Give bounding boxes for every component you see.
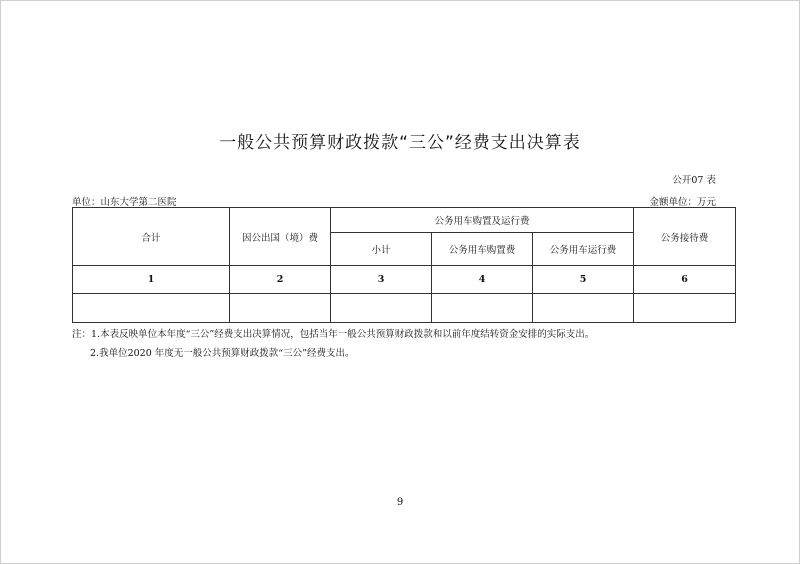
- data-cell: [533, 294, 634, 323]
- header-vehicle-purchase: 公务用车购置费: [432, 233, 533, 266]
- header-vehicle-group: 公务用车购置及运行费: [331, 208, 634, 233]
- data-cell: [73, 294, 230, 323]
- column-number: 4: [432, 266, 533, 294]
- header-subtotal: 小计: [331, 233, 432, 266]
- data-cell: [230, 294, 331, 323]
- column-number: 5: [533, 266, 634, 294]
- column-number: 6: [634, 266, 736, 294]
- currency-unit: 金额单位：万元: [649, 197, 716, 208]
- data-cell: [634, 294, 736, 323]
- header-vehicle-operation: 公务用车运行费: [533, 233, 634, 266]
- page-title: 一般公共预算财政拨款“三公”经费支出决算表: [219, 133, 581, 153]
- header-travel-abroad: 因公出国（境）费: [230, 208, 331, 266]
- header-row-1: [73, 208, 736, 233]
- note-line-2: 2.我单位2020 年度无一般公共预算财政拨款“三公”经费支出。: [90, 348, 355, 359]
- form-code: 公开07 表: [672, 175, 716, 186]
- column-number: 3: [331, 266, 432, 294]
- column-number: 2: [230, 266, 331, 294]
- header-reception: 公务接待费: [634, 208, 736, 266]
- column-number-row: [73, 266, 736, 294]
- expenditure-table: [72, 207, 736, 323]
- column-number: 1: [73, 266, 230, 294]
- note-line-1: 注：1.本表反映单位本年度“三公”经费支出决算情况，包括当年一般公共预算财政拨款和以前年度结转资金安排的实际支出。: [72, 329, 595, 340]
- data-cell: [432, 294, 533, 323]
- data-row: [73, 294, 736, 323]
- page-number: 9: [396, 497, 404, 508]
- reporting-unit: 单位：山东大学第二医院: [72, 197, 177, 208]
- header-total: 合计: [73, 208, 230, 266]
- data-cell: [331, 294, 432, 323]
